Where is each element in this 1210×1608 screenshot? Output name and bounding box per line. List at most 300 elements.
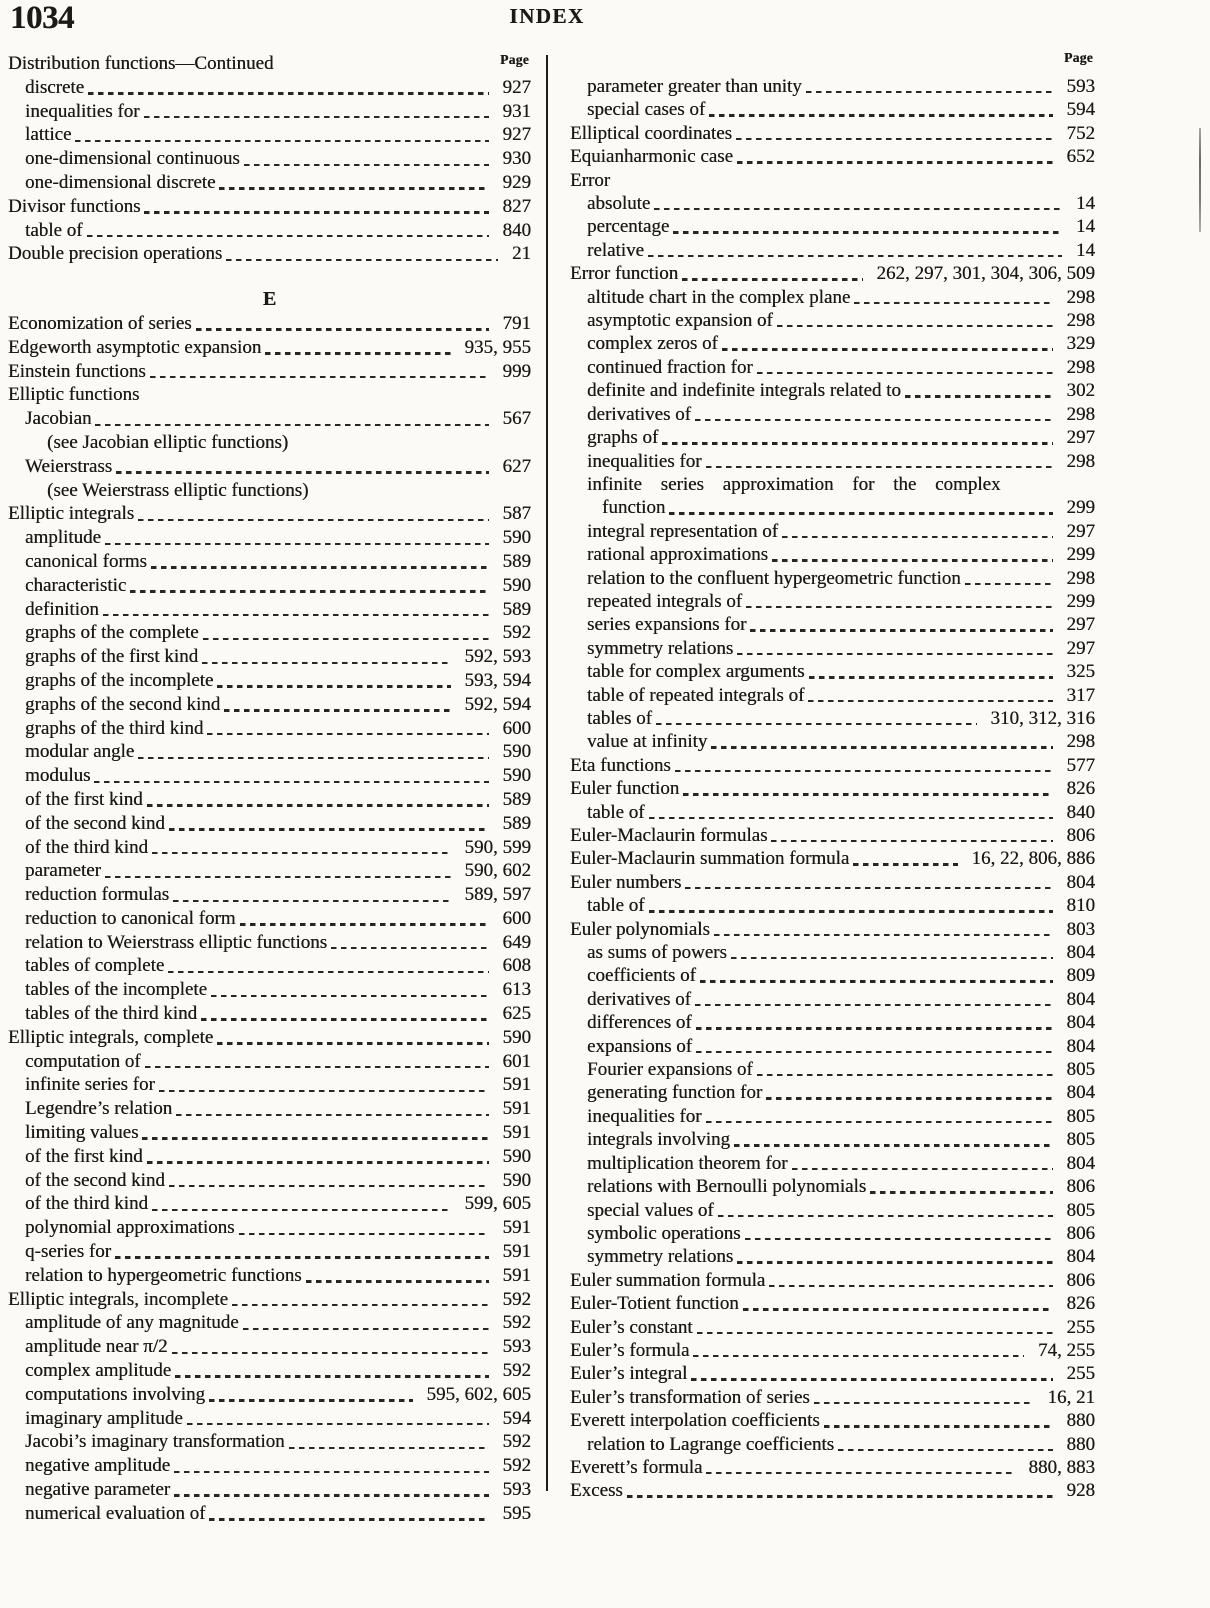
index-row [570, 730, 1095, 753]
page-numbers: 804 [1066, 1152, 1095, 1174]
index-row [570, 567, 1095, 590]
index-entry-label: asymptotic expansion of [587, 310, 773, 332]
dotted-leader [232, 1304, 488, 1306]
dotted-leader [771, 840, 1052, 842]
scan-artifact-line [1199, 128, 1201, 232]
index-row [570, 1362, 1095, 1385]
index-entry-label: Error function [570, 263, 679, 285]
index-row [570, 941, 1095, 964]
page-numbers: 928 [1066, 1480, 1095, 1502]
page-numbers: 806 [1066, 1176, 1095, 1198]
dotted-leader [87, 235, 489, 237]
index-row [8, 621, 531, 645]
index-entry-label: graphs of [587, 427, 659, 449]
dotted-leader [217, 1042, 488, 1044]
index-entry-label: Eta functions [570, 754, 671, 776]
index-row [8, 1383, 531, 1407]
index-row [8, 1216, 531, 1240]
page-column-label-right: Page [1064, 50, 1093, 65]
index-entry-label: symmetry relations [587, 1246, 734, 1268]
index-row [570, 403, 1095, 426]
index-entry-label: continued fraction for [587, 356, 753, 378]
dotted-leader [669, 512, 1052, 514]
page-numbers: 827 [502, 195, 531, 217]
index-entry-label: table for complex arguments [587, 661, 805, 683]
index-entry-label: modulus [25, 765, 91, 787]
index-entry-label: Equianharmonic case [570, 146, 734, 168]
page-numbers: 752 [1066, 122, 1095, 144]
page-numbers: 594 [502, 1407, 531, 1429]
page-numbers: 74, 255 [1038, 1339, 1095, 1361]
page-numbers: 804 [1066, 1012, 1095, 1034]
index-entry-label: value at infinity [587, 731, 708, 753]
dotted-leader [289, 1447, 489, 1449]
dotted-leader [95, 424, 488, 426]
dotted-leader [648, 255, 1062, 257]
dotted-leader [766, 1097, 1052, 1099]
index-row [8, 455, 531, 479]
index-entry-label: of the second kind [25, 1169, 165, 1191]
index-entry-label: polynomial approximations [25, 1217, 235, 1239]
dotted-leader [745, 1238, 1053, 1240]
page-numbers: 809 [1066, 965, 1095, 987]
page-numbers: 840 [502, 219, 531, 241]
index-entry-label: graphs of the complete [25, 622, 199, 644]
index-row [570, 262, 1095, 285]
index-entry-label: relation to hypergeometric functions [25, 1264, 302, 1286]
index-entry-label: absolute [587, 193, 651, 215]
index-entry-label: Euler numbers [570, 871, 682, 893]
dotted-leader [627, 1495, 1053, 1497]
dotted-leader [722, 348, 1053, 350]
dotted-leader [176, 1114, 488, 1116]
index-entry-label: altitude chart in the complex plane [587, 286, 851, 308]
dotted-leader [147, 1161, 489, 1163]
page-numbers: 880, 883 [1028, 1456, 1095, 1478]
dotted-leader [743, 1308, 1053, 1310]
dotted-leader [777, 325, 1053, 327]
index-row [8, 812, 531, 836]
index-entry-label: relation to the confluent hypergeometric function [587, 567, 961, 589]
page-numbers: 310, 312, 316 [990, 707, 1095, 729]
index-entry-label: Distribution functions—Continued [8, 53, 274, 74]
dotted-leader [673, 231, 1062, 233]
index-entry-label: limiting values [25, 1122, 139, 1144]
index-entry-label: Legendre’s relation [25, 1098, 173, 1120]
index-entry-label: Euler function [570, 778, 680, 800]
index-entry-label: negative amplitude [25, 1455, 171, 1477]
index-row [570, 1316, 1095, 1339]
dotted-leader [697, 1332, 1053, 1334]
page-numbers: 593 [1066, 76, 1095, 97]
index-entry-label: Euler’s transformation of series [570, 1386, 810, 1408]
page-number: 1034 [10, 0, 74, 36]
dotted-leader [209, 1518, 488, 1520]
index-row [570, 192, 1095, 215]
index-entry-label: table of repeated integrals of [587, 684, 805, 706]
index-row [570, 1152, 1095, 1175]
index-row [570, 473, 1095, 496]
index-entry-label: Euler summation formula [570, 1269, 766, 1291]
dotted-leader [138, 757, 488, 759]
dotted-leader [94, 781, 488, 783]
index-row [570, 1199, 1095, 1222]
page-numbers: 595, 602, 605 [426, 1383, 531, 1405]
index-entry-label: Excess [570, 1480, 623, 1502]
dotted-leader [649, 910, 1053, 912]
index-row [8, 740, 531, 764]
index-entry-label: of the first kind [25, 1145, 143, 1167]
index-entry-label: Euler’s integral [570, 1363, 688, 1385]
page-numbers: 21 [512, 243, 531, 265]
index-row [8, 147, 531, 171]
index-entry-label: relative [587, 239, 644, 261]
index-row [8, 669, 531, 693]
index-row [8, 431, 531, 455]
dotted-leader [187, 1423, 489, 1425]
page-numbers: 298 [1066, 310, 1095, 332]
index-row [570, 356, 1095, 379]
dotted-leader [147, 804, 489, 806]
index-row [570, 964, 1095, 987]
index-entry-label: inequalities for [25, 100, 140, 122]
index-row [570, 1269, 1095, 1292]
index-entry-label: Elliptical coordinates [570, 122, 732, 144]
section-letter-heading [8, 288, 531, 312]
index-row [8, 100, 531, 124]
index-row [8, 383, 531, 407]
page-numbers: 302 [1066, 380, 1095, 402]
dotted-leader [731, 957, 1053, 959]
page-numbers: 297 [1066, 637, 1095, 659]
dotted-leader [265, 352, 450, 354]
page-numbers: 826 [1066, 1293, 1095, 1315]
dotted-leader [174, 1494, 488, 1496]
dotted-leader [649, 817, 1053, 819]
index-row [8, 1430, 531, 1454]
index-entry-label: infinite series for [25, 1074, 155, 1096]
index-entry-label: symmetry relations [587, 637, 734, 659]
page-numbers: 298 [1066, 567, 1095, 589]
dotted-leader [709, 114, 1052, 116]
index-entry-label: inequalities for [587, 1105, 702, 1127]
index-entry-label: inequalities for [587, 450, 702, 472]
index-row [570, 707, 1095, 730]
index-row [570, 1035, 1095, 1058]
page-numbers: 804 [1066, 988, 1095, 1010]
index-column-right [570, 75, 1095, 1503]
dotted-leader [718, 1215, 1053, 1217]
page-numbers: 930 [502, 148, 531, 170]
page-numbers: 593 [502, 1336, 531, 1358]
index-row [8, 836, 531, 860]
dotted-leader [714, 934, 1053, 936]
dotted-leader [209, 1399, 413, 1401]
index-column-left [8, 52, 531, 1526]
index-row [570, 426, 1095, 449]
page-numbers: 625 [502, 1003, 531, 1025]
page-numbers: 999 [502, 360, 531, 382]
index-entry-label: characteristic [25, 574, 127, 596]
page-numbers: 255 [1066, 1363, 1095, 1385]
dotted-leader [142, 1137, 488, 1139]
dotted-leader [696, 1051, 1052, 1053]
dotted-leader [224, 709, 450, 711]
index-entry-label: of the second kind [25, 812, 165, 834]
index-row [8, 1478, 531, 1502]
index-row [570, 75, 1095, 98]
page-numbers: 804 [1066, 871, 1095, 893]
index-row [8, 788, 531, 812]
index-entry-label: generating function for [587, 1082, 763, 1104]
page-numbers: 592 [502, 1312, 531, 1334]
page-numbers: 591 [502, 1217, 531, 1239]
dotted-leader [105, 543, 489, 545]
dotted-leader [782, 536, 1053, 538]
index-row [8, 1454, 531, 1478]
index-row [8, 883, 531, 907]
index-entry-label: E [262, 288, 277, 311]
page-numbers: 880 [1066, 1410, 1095, 1432]
page-numbers: 806 [1066, 825, 1095, 846]
page-numbers: 592, 593 [464, 646, 531, 668]
dotted-leader [824, 1425, 1053, 1427]
index-entry-label: Error [570, 169, 611, 191]
index-entry-label: rational approximations [587, 544, 768, 566]
index-entry-label: Fourier expansions of [587, 1059, 753, 1081]
page-numbers: 299 [1066, 544, 1095, 566]
page-numbers: 931 [502, 100, 531, 122]
index-row [8, 1002, 531, 1026]
dotted-leader [905, 395, 1053, 397]
index-row [8, 360, 531, 384]
page-title: INDEX [509, 4, 585, 28]
index-entry-label: Euler-Totient function [570, 1293, 739, 1315]
dotted-leader [757, 1074, 1053, 1076]
dotted-leader [695, 419, 1053, 421]
page-numbers: 298 [1066, 450, 1095, 472]
dotted-leader [152, 852, 451, 854]
index-row [570, 1456, 1095, 1479]
index-row [570, 1479, 1095, 1502]
index-entry-label: Euler-Maclaurin formulas [570, 825, 768, 846]
index-entry-label: relation to Weierstrass elliptic functions [25, 931, 328, 953]
index-row [8, 502, 531, 526]
dotted-leader [244, 164, 489, 166]
index-row [570, 894, 1095, 917]
index-row [570, 1011, 1095, 1034]
page-numbers: 935, 955 [464, 336, 531, 358]
index-entry-label: Double precision operations [8, 243, 223, 265]
index-row [570, 1433, 1095, 1456]
dotted-leader [682, 278, 862, 280]
page-numbers: 805 [1066, 1199, 1095, 1221]
index-entry-label: Einstein functions [8, 360, 146, 382]
index-entry-label: tables of complete [25, 955, 165, 977]
index-row [8, 1335, 531, 1359]
dotted-leader [734, 1144, 1052, 1146]
index-row [8, 645, 531, 669]
index-entry-label: Elliptic integrals, incomplete [8, 1288, 229, 1310]
index-entry-label: Edgeworth asymptotic expansion [8, 336, 262, 358]
page-numbers: 613 [502, 979, 531, 1001]
page-numbers: 14 [1076, 239, 1095, 261]
index-entry-label: Weierstrass [25, 455, 113, 477]
index-entry-label: (see Jacobian elliptic functions) [47, 431, 289, 453]
dotted-leader [737, 161, 1052, 163]
index-row [8, 859, 531, 883]
index-entry-label: table of [587, 895, 645, 917]
index-entry-label: computations involving [25, 1383, 205, 1405]
index-entry-label: as sums of powers [587, 942, 727, 964]
dotted-leader [152, 1209, 451, 1211]
index-entry-label: of the third kind [25, 836, 148, 858]
index-row [8, 1121, 531, 1145]
index-entry-label: complex amplitude [25, 1360, 172, 1382]
dotted-leader [243, 1328, 489, 1330]
dotted-leader [965, 583, 1053, 585]
index-entry-label: Elliptic functions [8, 384, 140, 406]
page-numbers: 16, 21 [1047, 1386, 1095, 1408]
dotted-leader [809, 676, 1053, 678]
index-row [8, 598, 531, 622]
page-numbers: 298 [1066, 731, 1095, 753]
page-numbers: 649 [502, 931, 531, 953]
page-numbers: 594 [1066, 99, 1095, 121]
index-entry-label: graphs of the first kind [25, 646, 199, 668]
index-row [8, 407, 531, 431]
page-numbers: 587 [502, 503, 531, 525]
dotted-leader [116, 471, 488, 473]
index-entry-label: definition [25, 598, 99, 620]
page-numbers: 297 [1066, 614, 1095, 636]
page-numbers: 298 [1066, 403, 1095, 425]
index-row [8, 1026, 531, 1050]
index-row [8, 1407, 531, 1431]
dotted-leader [173, 900, 450, 902]
index-entry-label: tables of [587, 707, 652, 729]
page-numbers: 262, 297, 301, 304, 306, 509 [876, 263, 1095, 285]
index-entry-label: one-dimensional continuous [25, 148, 240, 170]
dotted-leader [175, 1375, 488, 1377]
page-numbers: 325 [1066, 661, 1095, 683]
dotted-leader [144, 116, 489, 118]
index-row [8, 1073, 531, 1097]
index-entry-label: computation of [25, 1050, 141, 1072]
index-row [570, 847, 1095, 870]
column-divider-rule [546, 55, 548, 1491]
page-numbers: 805 [1066, 1059, 1095, 1081]
dotted-leader [772, 559, 1053, 561]
page-numbers: 592 [502, 1455, 531, 1477]
index-entry-label: Elliptic integrals, complete [8, 1026, 214, 1048]
dotted-leader [654, 208, 1062, 210]
index-entry-label: relations with Bernoulli polynomials [587, 1176, 867, 1198]
index-entry-label: Euler polynomials [570, 918, 710, 940]
index-row [570, 1058, 1095, 1081]
page-numbers: 589 [502, 598, 531, 620]
index-row [8, 954, 531, 978]
index-entry-label: Jacobian [25, 408, 92, 430]
dotted-leader [693, 1355, 1024, 1357]
index-row [570, 684, 1095, 707]
index-row [570, 1245, 1095, 1268]
page-numbers: 927 [502, 76, 531, 98]
index-row [8, 931, 531, 955]
index-row [570, 613, 1095, 636]
dotted-leader [706, 466, 1053, 468]
dotted-leader [207, 733, 488, 735]
index-row [570, 543, 1095, 566]
index-row [570, 1081, 1095, 1104]
index-entry-label: symbolic operations [587, 1222, 741, 1244]
dotted-leader [757, 372, 1053, 374]
page-numbers: 317 [1066, 684, 1095, 706]
index-entry-label: tables of the incomplete [25, 979, 208, 1001]
page-numbers: 595 [502, 1502, 531, 1524]
page-numbers: 590 [502, 741, 531, 763]
page-numbers: 589 [502, 550, 531, 572]
index-entry-label: one-dimensional discrete [25, 171, 216, 193]
dotted-leader [685, 887, 1052, 889]
dotted-leader [737, 1261, 1052, 1263]
page-numbers: 592, 594 [464, 693, 531, 715]
page-numbers: 593 [502, 1479, 531, 1501]
index-entry-label: complex zeros of [587, 333, 718, 355]
index-row [570, 1292, 1095, 1315]
index-entry-label: special values of [587, 1199, 714, 1221]
index-entry-label: table of [25, 219, 83, 241]
index-row [8, 1311, 531, 1335]
dotted-leader [150, 376, 489, 378]
dotted-leader [240, 923, 489, 925]
index-row [570, 988, 1095, 1011]
index-row [8, 242, 531, 266]
dotted-leader [169, 828, 489, 830]
dotted-leader [838, 1449, 1052, 1451]
index-entry-label: series expansions for [587, 614, 747, 636]
index-row [570, 660, 1095, 683]
dotted-leader [203, 638, 489, 640]
index-entry-label: relation to Lagrange coefficients [587, 1433, 835, 1455]
index-entry-label: Everett’s formula [570, 1456, 703, 1478]
dotted-leader [88, 92, 488, 94]
index-entry-label: integral representation of [587, 520, 778, 542]
index-row [8, 907, 531, 931]
index-entry-label: reduction to canonical form [25, 907, 236, 929]
page-numbers: 592 [502, 622, 531, 644]
dotted-leader [75, 140, 488, 142]
index-row [8, 1359, 531, 1383]
index-row [8, 1192, 531, 1216]
index-entry-label: amplitude near π/2 [25, 1336, 168, 1358]
index-row [570, 1386, 1095, 1409]
page-numbers: 590 [502, 765, 531, 787]
dotted-leader [750, 629, 1052, 631]
page-numbers: 806 [1066, 1269, 1095, 1291]
page-numbers: 805 [1066, 1105, 1095, 1127]
dotted-leader [172, 1352, 489, 1354]
index-row [8, 1050, 531, 1074]
dotted-leader [870, 1191, 1052, 1193]
index-row [8, 764, 531, 788]
index-entry-label: special cases of [587, 99, 706, 121]
page-numbers: 590, 602 [464, 860, 531, 882]
index-entry-label: graphs of the incomplete [25, 669, 214, 691]
index-row [570, 332, 1095, 355]
index-entry-label: Divisor functions [8, 195, 141, 217]
index-row [8, 76, 531, 100]
